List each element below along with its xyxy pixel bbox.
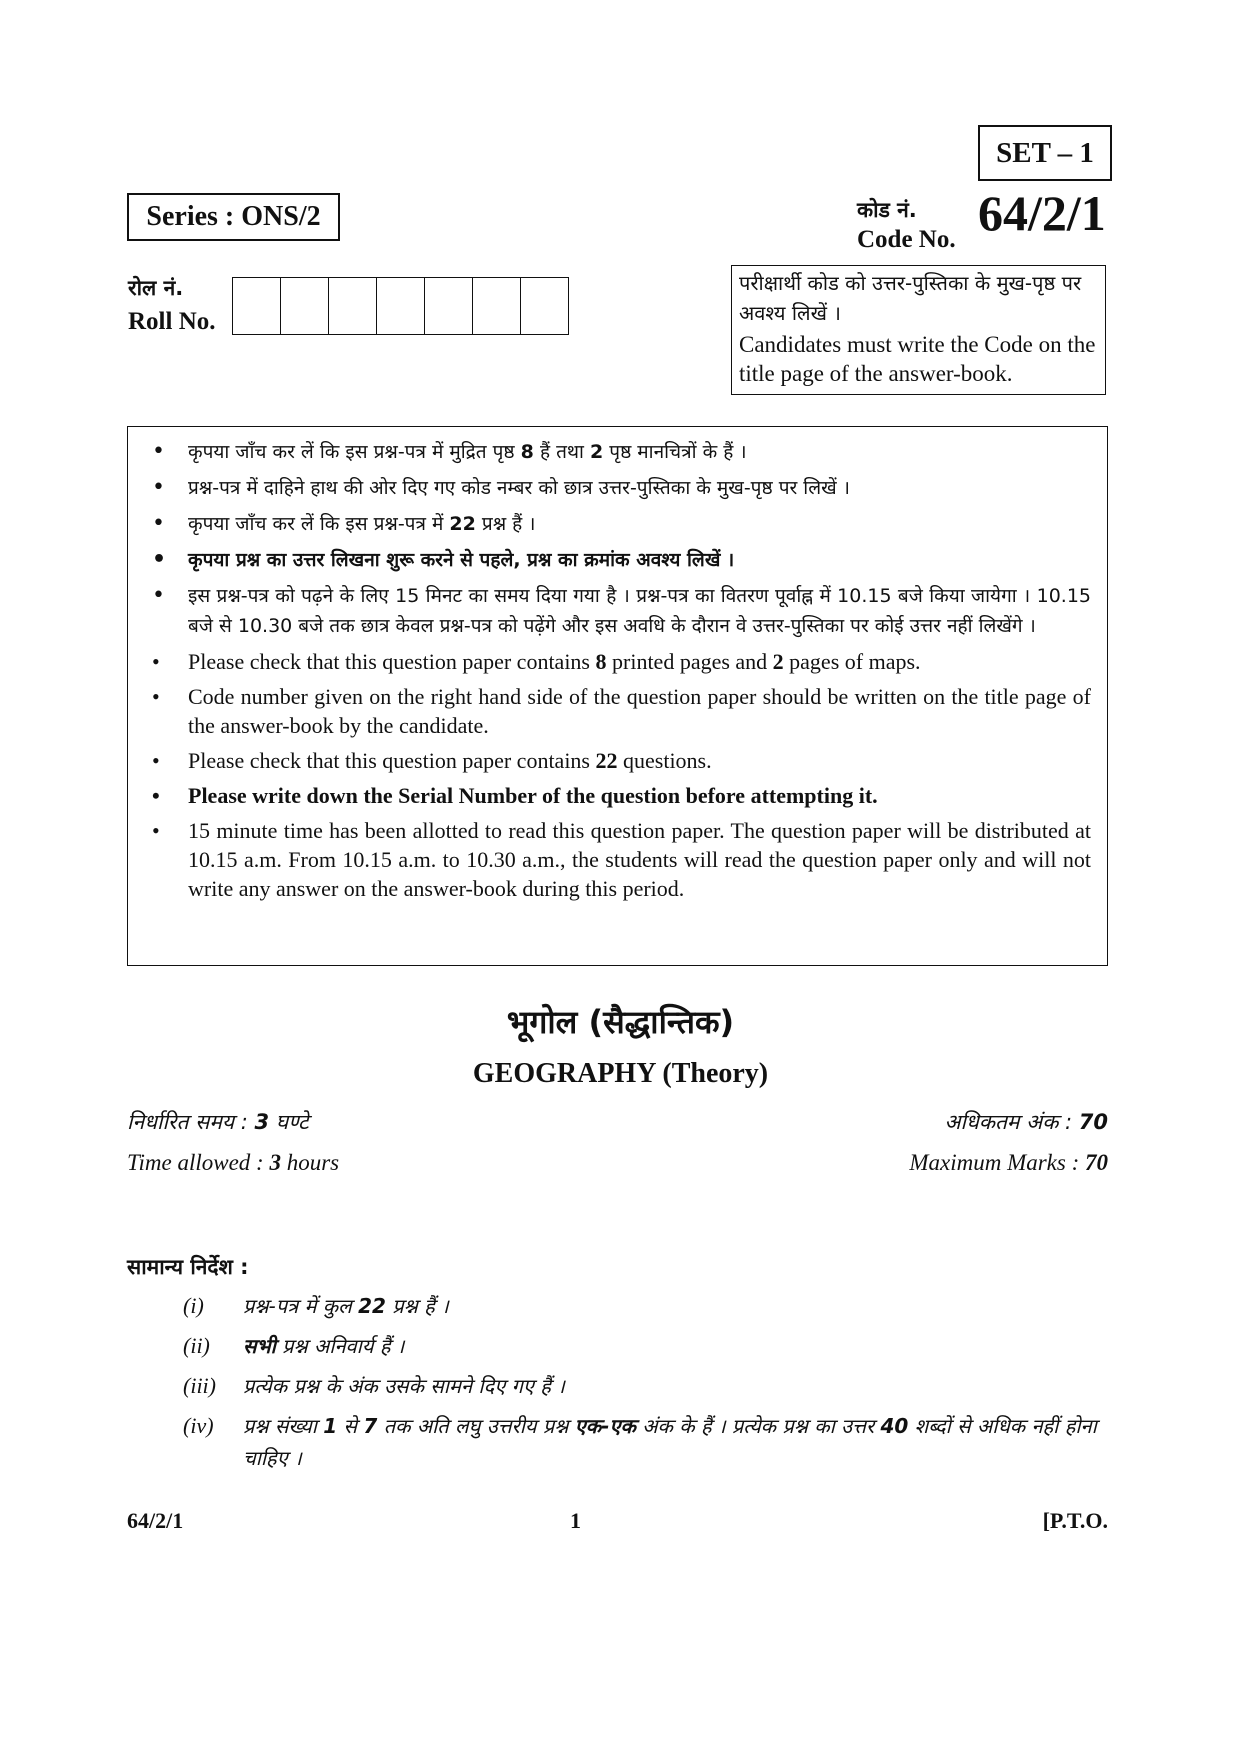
instruction-en-code: • Code number given on the right hand side of the question paper should be written on the title page of the answer-book by the candidate.	[152, 684, 1091, 738]
roll-box[interactable]	[281, 278, 329, 334]
instruction-en-serial: • Please write down the Serial Number of the question before attempting it.	[152, 783, 878, 808]
code-notice-hindi: परीक्षार्थी कोड को उत्तर-पुस्तिका के मुख-पृष्ठ पर अवश्य लिखें ।	[739, 271, 1082, 325]
instruction-hi-time: • इस प्रश्न-पत्र को पढ़ने के लिए 15 मिनट का समय दिया गया है । प्रश्न-पत्र का वितरण पूर्वाह्न में 10.15 बजे किया जायेगा । 10.15 बजे से 10.30 बजे तक छात्र केवल प्रश्न-पत्र को पढ़ेंगे और इस अवधि के दौरान वे उत्तर-पुस्तिका पर कोई उत्तर नहीं लिखेंगे ।	[152, 583, 1091, 637]
time-allowed-hindi: निर्धारित समय : 3 घण्टे	[127, 1110, 309, 1134]
please-turn-over: [P.T.O.	[1042, 1508, 1108, 1533]
subject-title-english: GEOGRAPHY (Theory)	[472, 1058, 769, 1089]
instruction-en-questions: • Please check that this question paper contains 22 questions.	[152, 748, 712, 773]
instruction-hi-serial: • कृपया प्रश्न का उत्तर लिखना शुरू करने से पहले, प्रश्न का क्रमांक अवश्य लिखें ।	[152, 547, 735, 572]
code-value: 64/2/1	[978, 185, 1106, 241]
footer-code: 64/2/1	[127, 1508, 184, 1533]
roll-label-english: Roll No.	[128, 308, 216, 335]
subject-title-hindi: भूगोल (सैद्धान्तिक)	[506, 1003, 735, 1041]
instructions-box	[127, 426, 1108, 966]
time-allowed-english: Time allowed : 3 hours	[127, 1150, 340, 1175]
page-number: 1	[570, 1508, 581, 1533]
instruction-hi-pages: • कृपया जाँच कर लें कि इस प्रश्न-पत्र में मुद्रित पृष्ठ 8 हैं तथा 2 पृष्ठ मानचित्रों के हैं ।	[152, 439, 747, 464]
general-instructions-list	[183, 1290, 1108, 1482]
roll-label-hindi: रोल नं.	[128, 276, 184, 300]
series-label: Series : ONS/2	[127, 193, 340, 241]
code-label-english: Code No.	[857, 226, 956, 253]
instruction-hi-questions: • कृपया जाँच कर लें कि इस प्रश्न-पत्र में 22 प्रश्न हैं ।	[152, 511, 536, 536]
instruction-hi-code: • प्रश्न-पत्र में दाहिने हाथ की ओर दिए गए कोड नम्बर को छात्र उत्तर-पुस्तिका के मुख-पृष्ठ पर लिखें ।	[152, 475, 850, 500]
general-instruction-item: (iii) प्रत्येक प्रश्न के अंक उसके सामने दिए गए हैं ।	[183, 1373, 565, 1398]
general-instruction-item: (iv) प्रश्न संख्या 1 से 7 तक अति लघु उत्तरीय प्रश्न एक-एक अंक के हैं । प्रत्येक प्रश्न का उत्तर 40 शब्दों से अधिक नहीं होना चाहिए ।	[183, 1413, 1097, 1470]
instruction-en-pages: • Please check that this question paper contains 8 printed pages and 2 pages of maps.	[152, 649, 921, 674]
max-marks-english: Maximum Marks : 70	[909, 1150, 1108, 1175]
general-instructions-heading: सामान्य निर्देश :	[127, 1255, 249, 1279]
general-instruction-item: (ii) सभी प्रश्न अनिवार्य हैं ।	[183, 1333, 405, 1358]
general-instruction-item: (i) प्रश्न-पत्र में कुल 22 प्रश्न हैं ।	[183, 1293, 449, 1318]
code-notice-box	[731, 265, 1106, 395]
roll-number-boxes[interactable]	[232, 277, 569, 335]
max-marks-hindi: अधिकतम अंक : 70	[944, 1110, 1108, 1134]
code-notice-english: Candidates must write the Code on the title page of the answer-book.	[739, 332, 1096, 386]
roll-box[interactable]	[521, 278, 569, 334]
roll-box[interactable]	[233, 278, 281, 334]
set-label: SET – 1	[978, 125, 1112, 181]
roll-box[interactable]	[473, 278, 521, 334]
instruction-en-time: • 15 minute time has been allotted to read this question paper. The question paper will be distributed at 10.15 a.m. From 10.15 a.m. to 10.30 a.m., the students will read the question paper only and will not write any answer on the answer-book during this period.	[152, 818, 1091, 901]
roll-box[interactable]	[329, 278, 377, 334]
code-label-hindi: कोड नं.	[857, 198, 917, 222]
roll-box[interactable]	[377, 278, 425, 334]
roll-box[interactable]	[425, 278, 473, 334]
